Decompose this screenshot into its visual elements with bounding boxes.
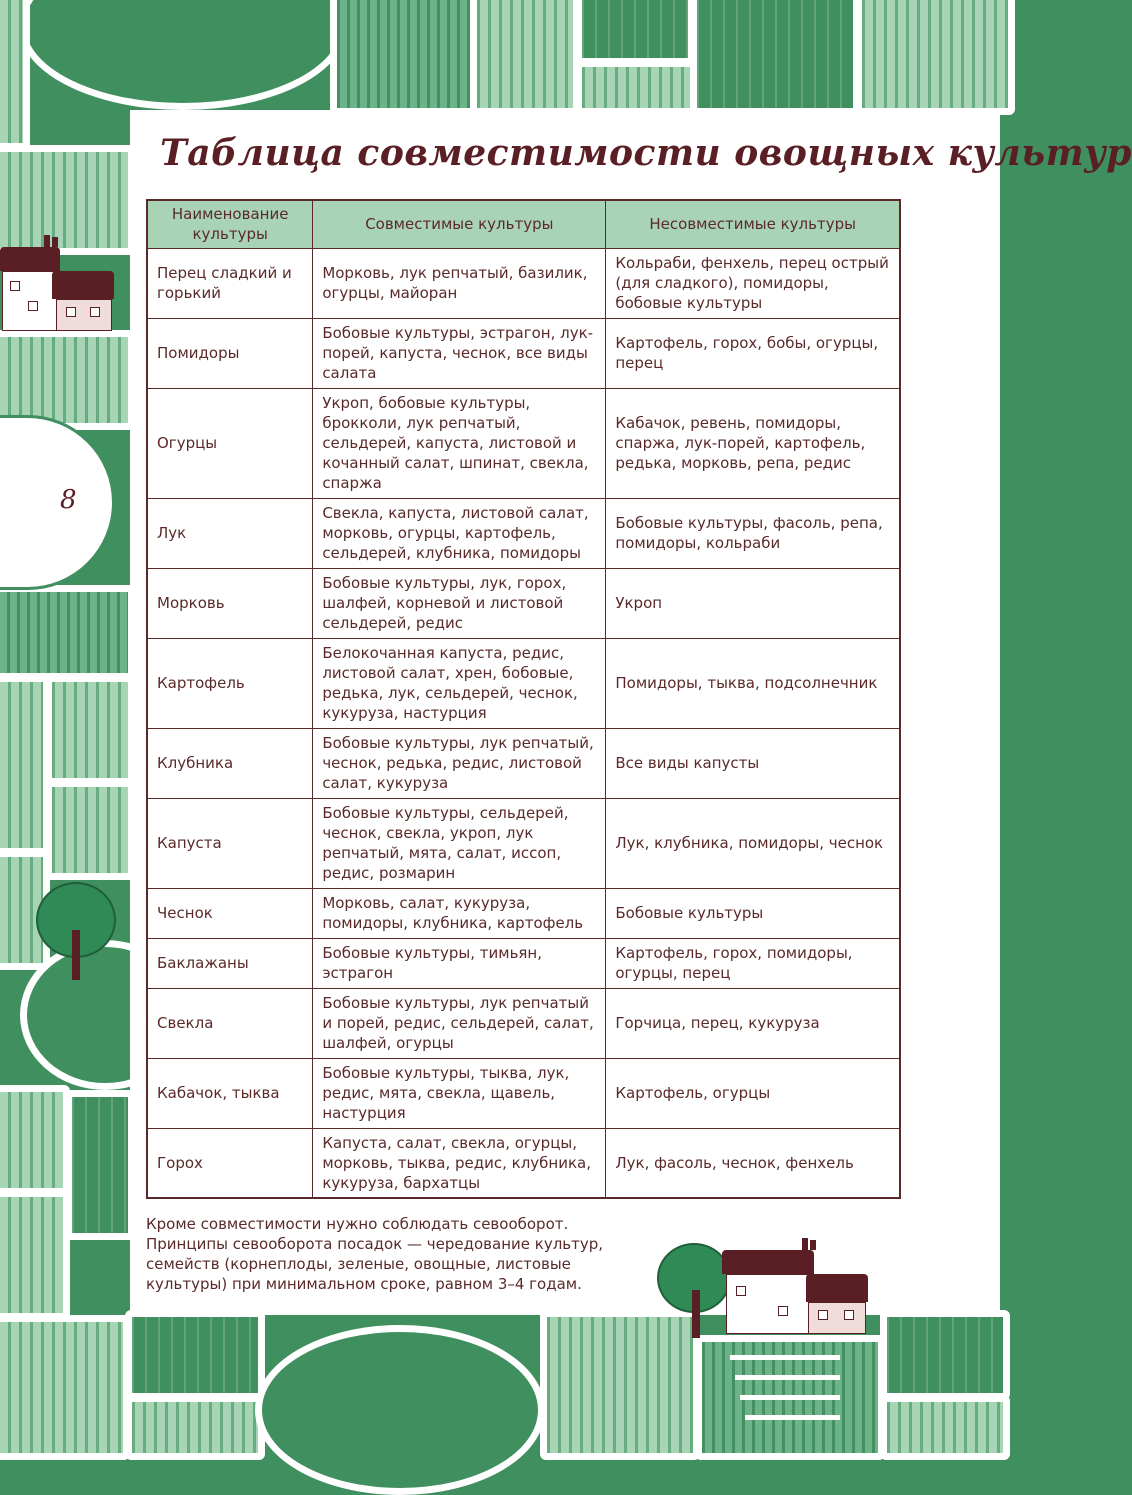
crop-name-cell: Лук [147, 498, 313, 568]
compatible-cell: Бобовые культуры, тимьян, эстрагон [313, 938, 606, 988]
incompatible-cell: Кольраби, фенхель, перец острый (для сладкого), помидоры, бобовые культуры [606, 248, 900, 318]
compatible-cell: Морковь, салат, кукуруза, помидоры, клубника, картофель [313, 888, 606, 938]
header-crop-name: Наименование культуры [147, 200, 313, 248]
table-row [147, 1128, 900, 1198]
crop-name-cell: Огурцы [147, 388, 313, 498]
table-row [147, 638, 900, 728]
bg-stair [745, 1415, 840, 1420]
table-row [147, 798, 900, 888]
incompatible-cell: Картофель, горох, помидоры, огурцы, перец [606, 938, 900, 988]
crop-name-cell: Помидоры [147, 318, 313, 388]
crop-name-cell: Кабачок, тыква [147, 1058, 313, 1128]
bg-field [0, 1190, 70, 1320]
bg-field [880, 1310, 1010, 1400]
table-row [147, 388, 900, 498]
bg-field [880, 1395, 1010, 1460]
bg-field [125, 1310, 265, 1400]
table-row [147, 728, 900, 798]
bg-field [0, 675, 50, 855]
compatible-cell: Укроп, бобовые культуры, брокколи, лук репчатый, сельдерей, капуста, листовой и кочанный салат, шпинат, свекла, спаржа [313, 388, 606, 498]
incompatible-cell: Горчица, перец, кукуруза [606, 988, 900, 1058]
crop-name-cell: Чеснок [147, 888, 313, 938]
bg-field [125, 1395, 265, 1460]
table-row [147, 988, 900, 1058]
bg-field [855, 0, 1015, 115]
bg-field [0, 1085, 70, 1195]
incompatible-cell: Укроп [606, 568, 900, 638]
incompatible-cell: Кабачок, ревень, помидоры, спаржа, лук-порей, картофель, редька, морковь, репа, редис [606, 388, 900, 498]
incompatible-cell: Все виды капусты [606, 728, 900, 798]
table-row [147, 888, 900, 938]
table-row [147, 248, 900, 318]
bg-field [575, 60, 705, 115]
compatible-cell: Бобовые культуры, тыква, лук, редис, мята, свекла, щавель, настурция [313, 1058, 606, 1128]
bg-field [45, 675, 135, 785]
incompatible-cell: Картофель, огурцы [606, 1058, 900, 1128]
table-row [147, 1058, 900, 1128]
compatible-cell: Бобовые культуры, эстрагон, лук-порей, капуста, чеснок, все виды салата [313, 318, 606, 388]
crop-name-cell: Горох [147, 1128, 313, 1198]
bg-field [0, 585, 135, 680]
incompatible-cell: Бобовые культуры, фасоль, репа, помидоры, кольраби [606, 498, 900, 568]
house-illustration-right [722, 1238, 872, 1338]
compatible-cell: Бобовые культуры, лук, горох, шалфей, корневой и листовой сельдерей, редис [313, 568, 606, 638]
crop-name-cell: Картофель [147, 638, 313, 728]
bg-field [690, 0, 860, 115]
incompatible-cell: Бобовые культуры [606, 888, 900, 938]
bg-field [45, 780, 135, 880]
compatible-cell: Бобовые культуры, сельдерей, чеснок, свекла, укроп, лук репчатый, мята, салат, иссоп, редис, розмарин [313, 798, 606, 888]
bg-field [540, 1310, 700, 1460]
crop-rotation-note: Кроме совместимости нужно соблюдать севооборот. Принципы севооборота посадок — чередование культур, семейств (корнеплоды, зеленые, овощные, листовые культуры) при минимальном сроке, равном 3–4 годам. [146, 1215, 604, 1293]
compatible-cell: Бобовые культуры, лук репчатый и порей, редис, сельдерей, салат, шалфей, огурцы [313, 988, 606, 1058]
table-row [147, 498, 900, 568]
compatible-cell: Капуста, салат, свекла, огурцы, морковь, тыква, редис, клубника, кукуруза, бархатцы [313, 1128, 606, 1198]
header-compatible: Совместимые культуры [313, 200, 606, 248]
crop-name-cell: Клубника [147, 728, 313, 798]
table-row [147, 568, 900, 638]
table-header-row [147, 200, 900, 248]
bg-field [65, 1090, 135, 1240]
crop-name-cell: Капуста [147, 798, 313, 888]
bg-field [330, 0, 480, 115]
compatibility-table [146, 199, 901, 1199]
incompatible-cell: Лук, фасоль, чеснок, фенхель [606, 1128, 900, 1198]
table-row [147, 318, 900, 388]
bg-field [470, 0, 580, 115]
incompatible-cell: Картофель, горох, бобы, огурцы, перец [606, 318, 900, 388]
bg-field [0, 1315, 130, 1460]
crop-name-cell: Свекла [147, 988, 313, 1058]
crop-name-cell: Морковь [147, 568, 313, 638]
bg-field [575, 0, 695, 65]
incompatible-cell: Помидоры, тыква, подсолнечник [606, 638, 900, 728]
table-row [147, 938, 900, 988]
bg-stair [740, 1395, 840, 1400]
bg-stair [730, 1355, 840, 1360]
compatible-cell: Белокочанная капуста, редис, листовой салат, хрен, бобовые, редька, лук, сельдерей, чеснок, кукуруза, настурция [313, 638, 606, 728]
compatible-cell: Свекла, капуста, листовой салат, морковь, огурцы, картофель, сельдерей, клубника, помидоры [313, 498, 606, 568]
compatible-cell: Бобовые культуры, лук репчатый, чеснок, редька, редис, листовой салат, кукуруза [313, 728, 606, 798]
incompatible-cell: Лук, клубника, помидоры, чеснок [606, 798, 900, 888]
compatible-cell: Морковь, лук репчатый, базилик, огурцы, майоран [313, 248, 606, 318]
crop-name-cell: Перец сладкий и горький [147, 248, 313, 318]
page-title: Таблица совместимости овощных культур [160, 132, 1132, 174]
bg-field [0, 0, 30, 150]
house-illustration-left [0, 235, 118, 335]
header-incompatible: Несовместимые культуры [606, 200, 900, 248]
crop-name-cell: Баклажаны [147, 938, 313, 988]
bg-stair [735, 1375, 840, 1380]
bg-blob-bottom [255, 1325, 545, 1495]
page-number: 8 [60, 485, 77, 515]
bg-blob-top-left [18, 0, 348, 110]
